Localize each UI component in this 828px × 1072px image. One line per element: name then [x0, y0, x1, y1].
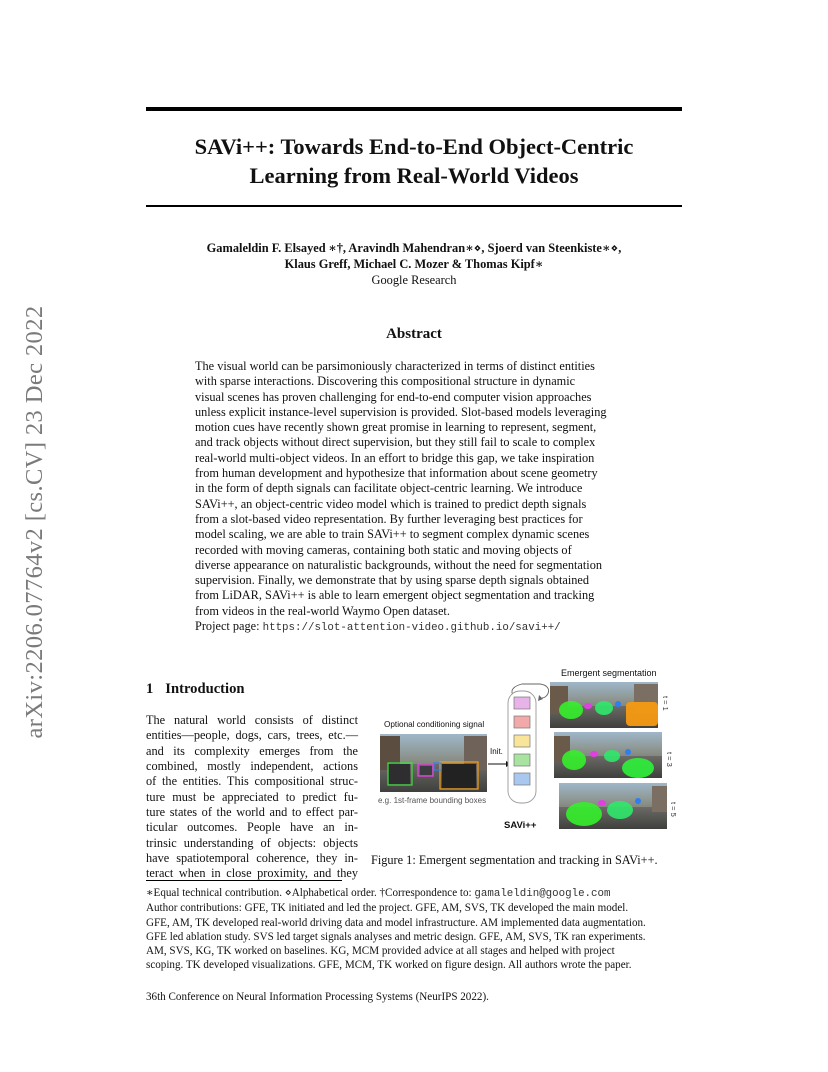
footnote-line: scoping. TK developed visualizations. GFE, MCM, TK worked on figure design. All authors wrote the paper. — [146, 959, 632, 972]
seg-frame-5 — [559, 783, 667, 829]
slot-5 — [514, 773, 530, 785]
t1-label: t = 1 — [661, 696, 670, 711]
intro-line: entities—people, dogs, cars, trees, etc.— — [146, 728, 358, 743]
title-line-1: SAVi++: Towards End-to-End Object-Centric — [194, 134, 634, 159]
abstract-line: model scaling, we are able to train SAVi++ to segment complex dynamic scenes — [195, 527, 590, 542]
intro-line: ture states of the world and to effect par- — [146, 805, 358, 820]
abstract-line: in the form of depth signals can facilitate object-centric learning. We introduce — [195, 481, 583, 496]
bbox-label: e.g. 1st-frame bounding boxes — [378, 796, 487, 805]
footnote-line: GFE, AM, TK developed real-world driving data and model infrastructure. AM implemented data augmentation. — [146, 916, 646, 929]
abstract-line: from a slot-based video representation. By further leveraging best practices for — [195, 511, 583, 526]
abstract-line: supervision. Finally, we demonstrate that by using sparse depth signals obtained — [195, 573, 590, 588]
intro-line: ture must be appreciated to predict fu- — [146, 789, 358, 804]
title-bottom-rule — [146, 205, 682, 207]
abstract-line: The visual world can be parsimoniously characterized in terms of distinct entities — [195, 359, 595, 373]
init-label: Init. — [490, 747, 503, 756]
authors-line-1: Gamaleldin F. Elsayed ∗†, Aravindh Mahendran∗⋄, Sjoerd van Steenkiste∗⋄, — [206, 241, 622, 255]
project-page-link[interactable]: https://slot-attention-video.github.io/savi++/ — [262, 622, 561, 635]
abstract-line: motion cues have recently shown great promise in learning to represent, segment, — [195, 420, 597, 435]
slot-3 — [514, 735, 530, 747]
abstract-line: from LiDAR, SAVi++ is able to learn emergent object segmentation and tracking — [195, 588, 595, 603]
t5-label: t = 5 — [669, 802, 678, 817]
abstract-line: with sparse interactions. Discovering this compositional structure in dynamic — [195, 374, 576, 389]
project-page-label: Project page: — [195, 619, 263, 634]
intro-line: of the entities. This compositional struc- — [146, 774, 358, 789]
t3-label: t = 3 — [665, 752, 674, 767]
savi-label: SAVi++ — [504, 820, 537, 831]
footnote-line: GFE led ablation study. SVS led target signals analyses and metric design. GFE, AM, SVS, TK ran experiments. — [146, 930, 646, 943]
intro-line: and its complexity emerges from the — [146, 743, 358, 758]
intro-line: trinsic understanding of objects: objects — [146, 835, 358, 850]
slot-4 — [514, 754, 530, 766]
abstract-line: recorded with moving cameras, containing both static and moving objects of — [195, 542, 572, 557]
slot-2 — [514, 716, 530, 728]
section-number: 1 — [146, 681, 154, 697]
title-line-2: Learning from Real-World Videos — [249, 163, 579, 188]
intro-paragraph — [146, 713, 358, 882]
footnote-rule — [146, 880, 342, 881]
slot-1 — [514, 697, 530, 709]
arxiv-sidebar — [22, 284, 48, 760]
abstract-heading: Abstract — [386, 326, 442, 342]
section-title: Introduction — [165, 681, 245, 697]
abstract-line: and track objects without direct supervision, but they still fail to scale to complex — [195, 435, 596, 450]
abstract-line: from human development and hypothesize that information about scene geometry — [195, 466, 598, 481]
input-frame — [380, 734, 487, 792]
figure-caption: Figure 1: Emergent segmentation and tracking in SAVi++. — [371, 853, 658, 867]
correspondence-email[interactable]: gamaleldin@google.com — [474, 888, 611, 900]
title-top-rule — [146, 107, 682, 111]
footnote-markers: ∗Equal technical contribution. ⋄Alphabetical order. †Correspondence to: — [146, 887, 475, 899]
abstract-body — [195, 359, 635, 636]
abstract-line: from videos in the real-world Waymo Open dataset. — [195, 603, 450, 618]
project-page — [195, 619, 635, 636]
section-heading — [146, 681, 245, 698]
intro-line: The natural world consists of distinct — [146, 713, 358, 727]
footnote-line: AM, SVS, KG, TK worked on baselines. KG, MCM provided advice at all stages and helped with project — [146, 945, 615, 958]
emergent-seg-label: Emergent segmentation — [561, 668, 657, 678]
figure-1 — [376, 664, 686, 839]
footnotes — [146, 886, 686, 973]
intro-line: ticular outcomes. People have an in- — [146, 820, 358, 835]
affiliation: Google Research — [371, 273, 457, 287]
intro-line: have spatiotemporal coherence, they in- — [146, 851, 358, 866]
footnote-line — [146, 886, 686, 901]
arxiv-id: arXiv:2206.07764v2 [cs.CV] 23 Dec 2022 — [21, 305, 48, 739]
abstract-line: visual scenes has proven challenging for end-to-end computer vision approaches — [195, 389, 592, 404]
footnote-line: Author contributions: GFE, TK initiated and led the project. GFE, AM, SVS, TK developed the main model. — [146, 902, 629, 915]
conference-note: 36th Conference on Neural Information Processing Systems (NeurIPS 2022). — [146, 991, 489, 1003]
conditioning-label: Optional conditioning signal — [384, 720, 485, 729]
seg-frame-3 — [554, 732, 662, 778]
abstract-line: SAVi++, an object-centric video model which is trained to predict depth signals — [195, 496, 587, 511]
paper-title — [146, 132, 682, 190]
author-block — [146, 240, 682, 288]
seg-frame-1 — [550, 682, 658, 728]
abstract-line: real-world multi-object videos. In an effort to bridge this gap, we take inspiration — [195, 450, 595, 465]
authors-line-2: Klaus Greff, Michael C. Mozer & Thomas Kipf∗ — [284, 257, 544, 271]
intro-line: combined, mostly independent, actions — [146, 759, 358, 774]
abstract-line: unless explicit instance-level supervision is provided. Slot-based models leveraging — [195, 404, 607, 419]
intro-line: teract when in close proximity, and they — [146, 866, 358, 881]
abstract-line: diverse appearance on naturalistic backgrounds, without the need for segmentation — [195, 557, 603, 572]
